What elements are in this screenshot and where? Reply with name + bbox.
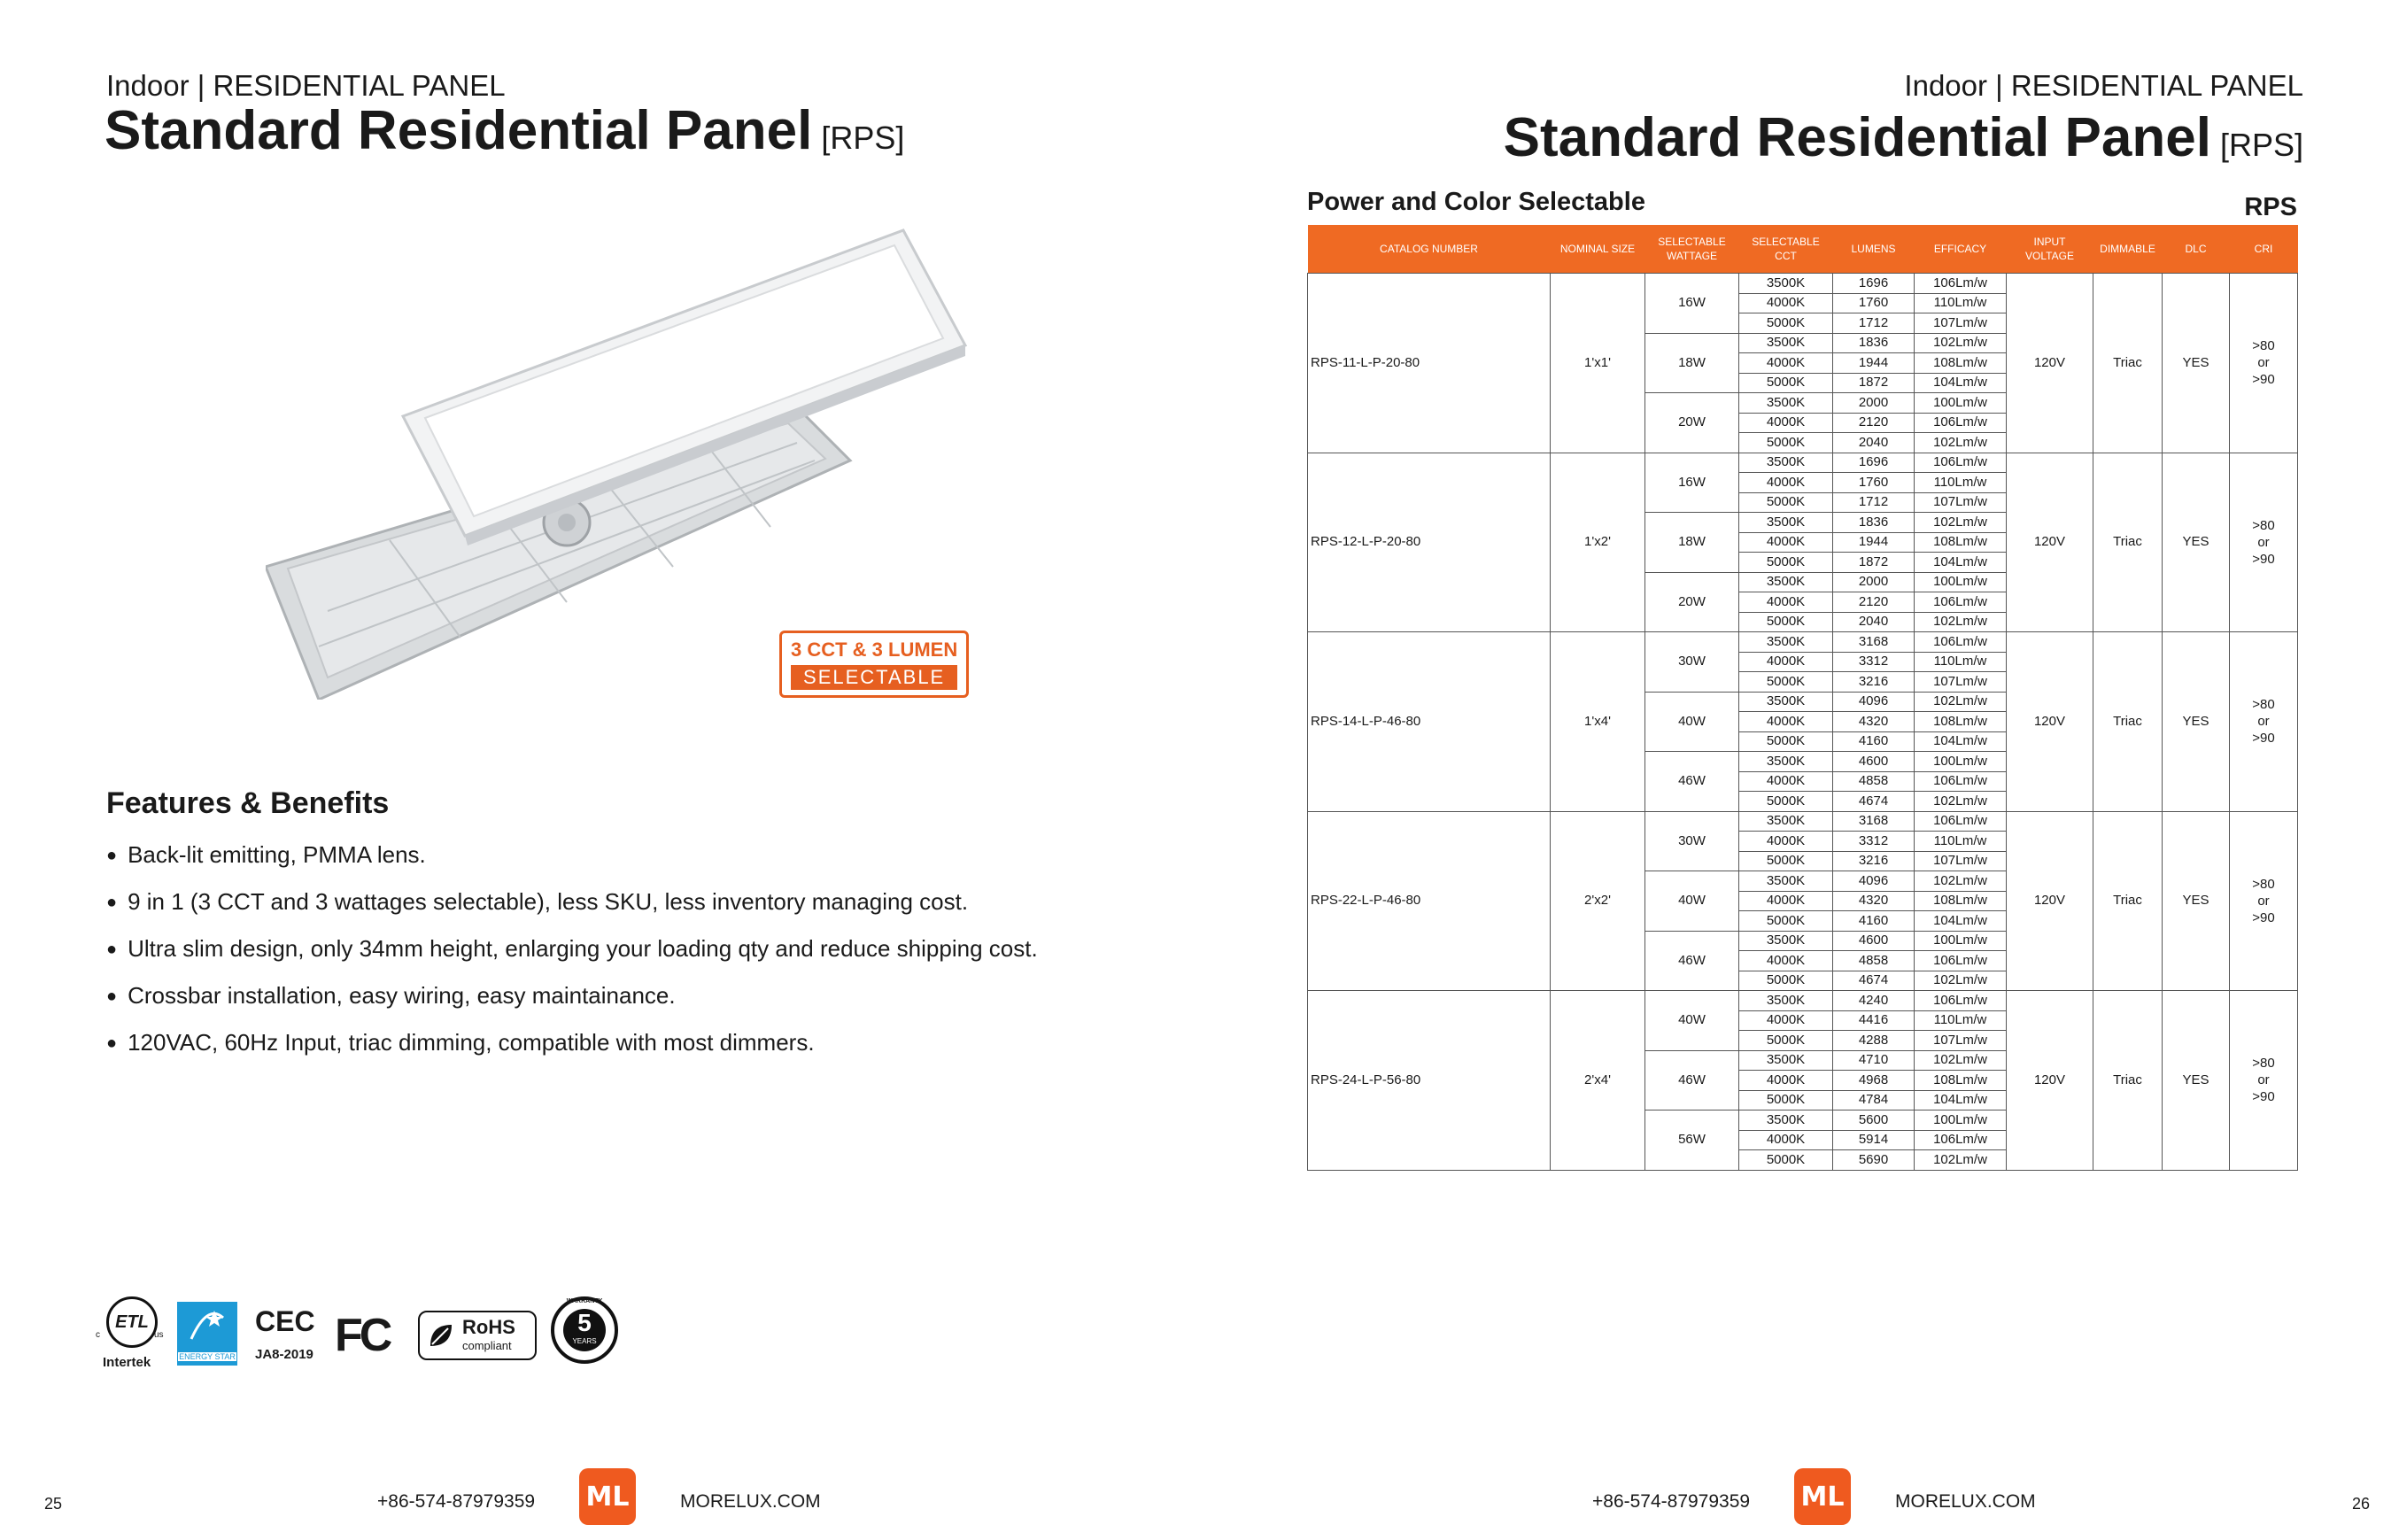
cri-value: >90 [2252, 551, 2275, 567]
cri-cell [2230, 811, 2298, 991]
efficacy-cell: 110Lm/w [1915, 652, 2007, 672]
wattage-cell: 16W [1645, 274, 1739, 334]
rohs-sub: compliant [462, 1339, 512, 1352]
warranty-seal [551, 1296, 618, 1364]
efficacy-cell: 102Lm/w [1915, 1050, 2007, 1071]
efficacy-cell: 100Lm/w [1915, 393, 2007, 414]
efficacy-cell: 107Lm/w [1915, 313, 2007, 334]
cri-value: or [2257, 355, 2270, 371]
cct-cell: 4000K [1739, 951, 1833, 971]
right-kicker: Indoor | RESIDENTIAL PANEL [1904, 69, 2303, 102]
lumens-cell: 1872 [1833, 553, 1915, 573]
header-voltage: INPUT VOLTAGE [2007, 225, 2093, 274]
efficacy-cell: 106Lm/w [1915, 1130, 2007, 1150]
efficacy-cell: 107Lm/w [1915, 492, 2007, 513]
wattage-cell: 16W [1645, 453, 1739, 513]
efficacy-cell: 102Lm/w [1915, 333, 2007, 353]
efficacy-cell: 100Lm/w [1915, 1111, 2007, 1131]
cri-value: >90 [2252, 909, 2275, 925]
cct-cell: 4000K [1739, 592, 1833, 613]
lumens-cell: 2000 [1833, 393, 1915, 414]
cec-text: CEC [255, 1305, 315, 1337]
table-series-tag: RPS [2244, 193, 2297, 221]
dlc-cell: YES [2163, 453, 2230, 632]
voltage-cell: 120V [2007, 991, 2093, 1171]
header-dimmable: DIMMABLE [2093, 225, 2163, 274]
table-header-row [1308, 225, 2298, 274]
cct-cell: 5000K [1739, 1031, 1833, 1051]
table-row [1308, 453, 2298, 473]
panel-product-image [266, 221, 974, 700]
lumens-cell: 2040 [1833, 433, 1915, 453]
wattage-cell: 20W [1645, 572, 1739, 632]
etl-logo [96, 1293, 165, 1381]
cct-cell: 5000K [1739, 373, 1833, 393]
efficacy-cell: 102Lm/w [1915, 871, 2007, 892]
cct-cell: 5000K [1739, 492, 1833, 513]
etl-mark: ETL [106, 1296, 158, 1348]
cct-cell: 5000K [1739, 433, 1833, 453]
efficacy-cell: 106Lm/w [1915, 453, 2007, 473]
left-title-code: [RPS] [821, 120, 905, 156]
cri-value: or [2257, 534, 2270, 550]
dlc-cell: YES [2163, 991, 2230, 1171]
efficacy-cell: 102Lm/w [1915, 971, 2007, 991]
fcc-logo: FC [335, 1310, 390, 1361]
lumens-cell: 1696 [1833, 453, 1915, 473]
efficacy-cell: 106Lm/w [1915, 413, 2007, 433]
cec-sub: JA8-2019 [255, 1347, 313, 1362]
spec-table-body [1308, 274, 2298, 1171]
cct-cell: 5000K [1739, 1090, 1833, 1111]
efficacy-cell: 104Lm/w [1915, 911, 2007, 932]
lumens-cell: 3216 [1833, 851, 1915, 871]
left-kicker: Indoor | RESIDENTIAL PANEL [106, 69, 506, 102]
feature-item: ● Back-lit emitting, PMMA lens. [106, 841, 426, 869]
cri-value: >90 [2252, 372, 2275, 388]
cct-cell: 3500K [1739, 632, 1833, 653]
efficacy-cell: 102Lm/w [1915, 433, 2007, 453]
cec-logo [255, 1305, 315, 1362]
wattage-cell: 46W [1645, 931, 1739, 991]
intertek-text: Intertek [103, 1355, 151, 1370]
header-cct: SELECTABLE CCT [1739, 225, 1833, 274]
cct-cell: 4000K [1739, 1071, 1833, 1091]
cct-cell: 3500K [1739, 333, 1833, 353]
cct-cell: 3500K [1739, 871, 1833, 892]
efficacy-cell: 100Lm/w [1915, 752, 2007, 772]
lumens-cell: 1712 [1833, 313, 1915, 334]
cct-cell: 5000K [1739, 731, 1833, 752]
cri-value: >80 [2252, 697, 2275, 713]
right-title-code: [RPS] [2219, 127, 2303, 163]
lumens-cell: 3312 [1833, 652, 1915, 672]
lumens-cell: 1712 [1833, 492, 1915, 513]
lumens-cell: 2120 [1833, 592, 1915, 613]
cct-cell: 4000K [1739, 532, 1833, 553]
lumens-cell: 3216 [1833, 672, 1915, 693]
cri-cell [2230, 632, 2298, 812]
left-website[interactable]: MORELUX.COM [680, 1491, 821, 1512]
wattage-cell: 20W [1645, 393, 1739, 453]
lumens-cell: 1944 [1833, 532, 1915, 553]
efficacy-cell: 104Lm/w [1915, 731, 2007, 752]
efficacy-cell: 100Lm/w [1915, 931, 2007, 951]
cri-value: or [2257, 714, 2270, 730]
cct-cell: 3500K [1739, 513, 1833, 533]
efficacy-cell: 102Lm/w [1915, 612, 2007, 632]
efficacy-cell: 106Lm/w [1915, 951, 2007, 971]
cct-cell: 4000K [1739, 473, 1833, 493]
cct-cell: 3500K [1739, 274, 1833, 294]
cct-cell: 4000K [1739, 712, 1833, 732]
lumens-cell: 2120 [1833, 413, 1915, 433]
lumens-cell: 3312 [1833, 832, 1915, 852]
wattage-cell: 18W [1645, 513, 1739, 573]
header-lumens: LUMENS [1833, 225, 1915, 274]
cct-cell: 3500K [1739, 572, 1833, 592]
table-section-title: Power and Color Selectable [1307, 188, 1645, 216]
lumens-cell: 4674 [1833, 792, 1915, 812]
header-dlc: DLC [2163, 225, 2230, 274]
cct-cell: 4000K [1739, 652, 1833, 672]
cri-value: >90 [2252, 731, 2275, 747]
cri-value: >90 [2252, 1089, 2275, 1105]
voltage-cell: 120V [2007, 632, 2093, 812]
efficacy-cell: 106Lm/w [1915, 991, 2007, 1011]
voltage-cell: 120V [2007, 274, 2093, 453]
cri-value: >80 [2252, 876, 2275, 892]
left-title-text: Standard Residential Panel [104, 100, 813, 161]
cct-cell: 4000K [1739, 353, 1833, 374]
lumens-cell: 4288 [1833, 1031, 1915, 1051]
dimmable-cell: Triac [2093, 811, 2163, 991]
lumens-cell: 2000 [1833, 572, 1915, 592]
cct-cell: 5000K [1739, 792, 1833, 812]
efficacy-cell: 108Lm/w [1915, 1071, 2007, 1091]
wattage-cell: 56W [1645, 1111, 1739, 1171]
right-page-title [1504, 106, 2303, 169]
leaf-icon [427, 1321, 455, 1350]
table-row [1308, 991, 2298, 1011]
lumens-cell: 4858 [1833, 771, 1915, 792]
table-row [1308, 274, 2298, 294]
lumens-cell: 1944 [1833, 353, 1915, 374]
efficacy-cell: 106Lm/w [1915, 771, 2007, 792]
table-row [1308, 811, 2298, 832]
cri-value: or [2257, 893, 2270, 909]
catalog-number-cell: RPS-14-L-P-46-80 [1308, 632, 1551, 812]
lumens-cell: 4710 [1833, 1050, 1915, 1071]
efficacy-cell: 106Lm/w [1915, 592, 2007, 613]
efficacy-cell: 102Lm/w [1915, 1150, 2007, 1171]
cct-cell: 5000K [1739, 911, 1833, 932]
cct-cell: 4000K [1739, 293, 1833, 313]
right-morelux-logo: ML [1794, 1468, 1851, 1525]
cct-cell: 3500K [1739, 931, 1833, 951]
lumens-cell: 3168 [1833, 632, 1915, 653]
lumens-cell: 4600 [1833, 752, 1915, 772]
rohs-text: RoHS [462, 1316, 515, 1338]
cct-cell: 5000K [1739, 971, 1833, 991]
cct-cell: 5000K [1739, 553, 1833, 573]
lumens-cell: 1696 [1833, 274, 1915, 294]
rohs-logo [418, 1311, 537, 1360]
lumens-cell: 2040 [1833, 612, 1915, 632]
lumens-cell: 4858 [1833, 951, 1915, 971]
catalog-number-cell: RPS-22-L-P-46-80 [1308, 811, 1551, 991]
efficacy-cell: 102Lm/w [1915, 513, 2007, 533]
efficacy-cell: 107Lm/w [1915, 1031, 2007, 1051]
feature-item: ● Ultra slim design, only 34mm height, enlarging your loading qty and reduce shipping cost. [106, 935, 1038, 963]
cri-value: >80 [2252, 338, 2275, 354]
cct-cell: 4000K [1739, 891, 1833, 911]
cri-value: >80 [2252, 517, 2275, 533]
voltage-cell: 120V [2007, 811, 2093, 991]
table-row [1308, 632, 2298, 653]
voltage-cell: 120V [2007, 453, 2093, 632]
cct-cell: 4000K [1739, 832, 1833, 852]
dlc-cell: YES [2163, 811, 2230, 991]
warranty-inner [563, 1309, 606, 1351]
lumens-cell: 5600 [1833, 1111, 1915, 1131]
spec-table [1307, 225, 2298, 1171]
cct-cell: 3500K [1739, 692, 1833, 712]
efficacy-cell: 107Lm/w [1915, 672, 2007, 693]
wattage-cell: 40W [1645, 692, 1739, 752]
cct-cell: 4000K [1739, 771, 1833, 792]
cct-cell: 5000K [1739, 672, 1833, 693]
wattage-cell: 40W [1645, 871, 1739, 932]
catalog-number-cell: RPS-11-L-P-20-80 [1308, 274, 1551, 453]
lumens-cell: 4096 [1833, 871, 1915, 892]
left-phone: +86-574-87979359 [377, 1491, 536, 1512]
warranty-years: YEARS [572, 1337, 597, 1345]
efficacy-cell: 104Lm/w [1915, 373, 2007, 393]
efficacy-cell: 102Lm/w [1915, 792, 2007, 812]
lumens-cell: 1760 [1833, 293, 1915, 313]
cct-cell: 5000K [1739, 1150, 1833, 1171]
badge-line1: 3 CCT & 3 LUMEN [791, 638, 958, 661]
cct-cell: 4000K [1739, 1010, 1833, 1031]
feature-item: ● Crossbar installation, easy wiring, easy maintainance. [106, 982, 676, 1010]
cct-cell: 5000K [1739, 313, 1833, 334]
header-size: NOMINAL SIZE [1551, 225, 1645, 274]
dlc-cell: YES [2163, 632, 2230, 812]
header-cri: CRI [2230, 225, 2298, 274]
efficacy-cell: 104Lm/w [1915, 1090, 2007, 1111]
wattage-cell: 18W [1645, 333, 1739, 393]
efficacy-cell: 108Lm/w [1915, 891, 2007, 911]
feature-item: ● 9 in 1 (3 CCT and 3 wattages selectable), less SKU, less inventory managing cost. [106, 888, 968, 916]
efficacy-cell: 110Lm/w [1915, 473, 2007, 493]
certification-logos [96, 1293, 627, 1381]
lumens-cell: 4320 [1833, 712, 1915, 732]
right-title-text: Standard Residential Panel [1503, 107, 2211, 168]
dimmable-cell: Triac [2093, 991, 2163, 1171]
right-website[interactable]: MORELUX.COM [1895, 1491, 2036, 1512]
cct-cell: 3500K [1739, 1111, 1833, 1131]
lumens-cell: 4240 [1833, 991, 1915, 1011]
nominal-size-cell: 1'x4' [1551, 632, 1645, 812]
right-page-number: 26 [2352, 1495, 2371, 1513]
efficacy-cell: 108Lm/w [1915, 353, 2007, 374]
lumens-cell: 4416 [1833, 1010, 1915, 1031]
lumens-cell: 3168 [1833, 811, 1915, 832]
lumens-cell: 4096 [1833, 692, 1915, 712]
energy-star-logo [177, 1302, 237, 1366]
dimmable-cell: Triac [2093, 632, 2163, 812]
efficacy-cell: 102Lm/w [1915, 692, 2007, 712]
efficacy-cell: 108Lm/w [1915, 712, 2007, 732]
lumens-cell: 4784 [1833, 1090, 1915, 1111]
left-page-number: 25 [44, 1495, 63, 1513]
lumens-cell: 5914 [1833, 1130, 1915, 1150]
efficacy-cell: 106Lm/w [1915, 274, 2007, 294]
nominal-size-cell: 1'x1' [1551, 274, 1645, 453]
catalog-number-cell: RPS-24-L-P-56-80 [1308, 991, 1551, 1171]
cri-cell [2230, 274, 2298, 453]
cri-cell [2230, 453, 2298, 632]
cct-cell: 3500K [1739, 453, 1833, 473]
dimmable-cell: Triac [2093, 453, 2163, 632]
cct-cell: 3500K [1739, 811, 1833, 832]
nominal-size-cell: 2'x4' [1551, 991, 1645, 1171]
efficacy-cell: 110Lm/w [1915, 293, 2007, 313]
nominal-size-cell: 1'x2' [1551, 453, 1645, 632]
cri-value: or [2257, 1072, 2270, 1088]
cct-lumen-badge [779, 631, 969, 698]
header-wattage: SELECTABLE WATTAGE [1645, 225, 1739, 274]
feature-item: ● 120VAC, 60Hz Input, triac dimming, compatible with most dimmers. [106, 1029, 815, 1056]
dimmable-cell: Triac [2093, 274, 2163, 453]
efficacy-cell: 110Lm/w [1915, 832, 2007, 852]
catalog-number-cell: RPS-12-L-P-20-80 [1308, 453, 1551, 632]
cct-cell: 4000K [1739, 413, 1833, 433]
efficacy-cell: 110Lm/w [1915, 1010, 2007, 1031]
etl-c: c [96, 1330, 100, 1340]
wattage-cell: 46W [1645, 1050, 1739, 1111]
etl-us: us [154, 1330, 164, 1340]
cct-cell: 3500K [1739, 1050, 1833, 1071]
cct-cell: 4000K [1739, 1130, 1833, 1150]
warranty-number: 5 [577, 1309, 592, 1336]
efficacy-cell: 108Lm/w [1915, 532, 2007, 553]
cct-cell: 3500K [1739, 991, 1833, 1011]
nominal-size-cell: 2'x2' [1551, 811, 1645, 991]
wattage-cell: 46W [1645, 752, 1739, 812]
cct-cell: 3500K [1739, 752, 1833, 772]
energy-star-text: ENERGY STAR [177, 1351, 237, 1362]
efficacy-cell: 100Lm/w [1915, 572, 2007, 592]
header-catalog: CATALOG NUMBER [1308, 225, 1551, 274]
lumens-cell: 1872 [1833, 373, 1915, 393]
lumens-cell: 4968 [1833, 1071, 1915, 1091]
cct-cell: 5000K [1739, 612, 1833, 632]
dlc-cell: YES [2163, 274, 2230, 453]
wattage-cell: 30W [1645, 811, 1739, 871]
cct-cell: 3500K [1739, 393, 1833, 414]
header-efficacy: EFFICACY [1915, 225, 2007, 274]
energy-star-icon [188, 1309, 227, 1344]
left-page-title [104, 99, 904, 162]
lumens-cell: 1836 [1833, 513, 1915, 533]
lumens-cell: 5690 [1833, 1150, 1915, 1171]
efficacy-cell: 107Lm/w [1915, 851, 2007, 871]
cri-value: >80 [2252, 1056, 2275, 1072]
left-morelux-logo: ML [579, 1468, 636, 1525]
wattage-cell: 40W [1645, 991, 1739, 1051]
warranty-word: WARRANTY [566, 1298, 603, 1304]
lumens-cell: 1760 [1833, 473, 1915, 493]
lumens-cell: 1836 [1833, 333, 1915, 353]
lumens-cell: 4320 [1833, 891, 1915, 911]
badge-line2: SELECTABLE [791, 665, 957, 690]
wattage-cell: 30W [1645, 632, 1739, 693]
efficacy-cell: 104Lm/w [1915, 553, 2007, 573]
lumens-cell: 4160 [1833, 911, 1915, 932]
lumens-cell: 4160 [1833, 731, 1915, 752]
efficacy-cell: 106Lm/w [1915, 632, 2007, 653]
efficacy-cell: 106Lm/w [1915, 811, 2007, 832]
cct-cell: 5000K [1739, 851, 1833, 871]
lumens-cell: 4674 [1833, 971, 1915, 991]
features-title: Features & Benefits [106, 786, 390, 820]
right-phone: +86-574-87979359 [1592, 1491, 1751, 1512]
cri-cell [2230, 991, 2298, 1171]
lumens-cell: 4600 [1833, 931, 1915, 951]
